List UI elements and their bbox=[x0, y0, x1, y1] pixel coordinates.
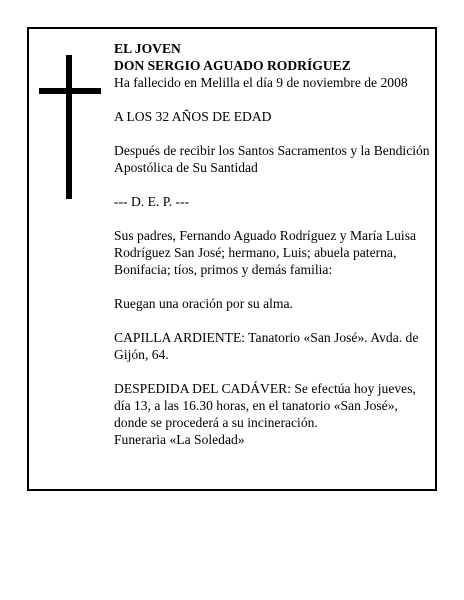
age-line: A LOS 32 AÑOS DE EDAD bbox=[114, 109, 272, 124]
latin-cross-icon bbox=[39, 55, 101, 199]
notice-text bbox=[114, 40, 432, 448]
sacraments-text: Después de recibir los Santos Sacramentos y la Bendición Apostólica de Su Santidad bbox=[114, 143, 430, 175]
prayer-text: Ruegan una oración por su alma. bbox=[114, 296, 293, 311]
death-line: Ha fallecido en Melilla el día 9 de noviembre de 2008 bbox=[114, 75, 408, 90]
funeral-home-text: Funeraria «La Soledad» bbox=[114, 432, 245, 447]
cross-vertical-bar bbox=[66, 55, 72, 199]
rip-line: --- D. E. P. --- bbox=[114, 194, 190, 209]
cross-horizontal-bar bbox=[39, 88, 101, 94]
family-text: Sus padres, Fernando Aguado Rodríguez y María Luisa Rodríguez San José; hermano, Luis; abuela paterna, Bonifacia; tíos, primos y demás familia: bbox=[114, 228, 417, 277]
farewell-text: DESPEDIDA DEL CADÁVER: Se efectúa hoy jueves, día 13, a las 16.30 horas, en el tanatorio «San José», donde se procederá a su incineración. bbox=[114, 381, 416, 430]
obituary-notice bbox=[27, 27, 437, 491]
deceased-name: DON SERGIO AGUADO RODRÍGUEZ bbox=[114, 58, 351, 73]
header-line-1: EL JOVEN bbox=[114, 41, 181, 56]
chapel-text: CAPILLA ARDIENTE: Tanatorio «San José». Avda. de Gijón, 64. bbox=[114, 330, 419, 362]
